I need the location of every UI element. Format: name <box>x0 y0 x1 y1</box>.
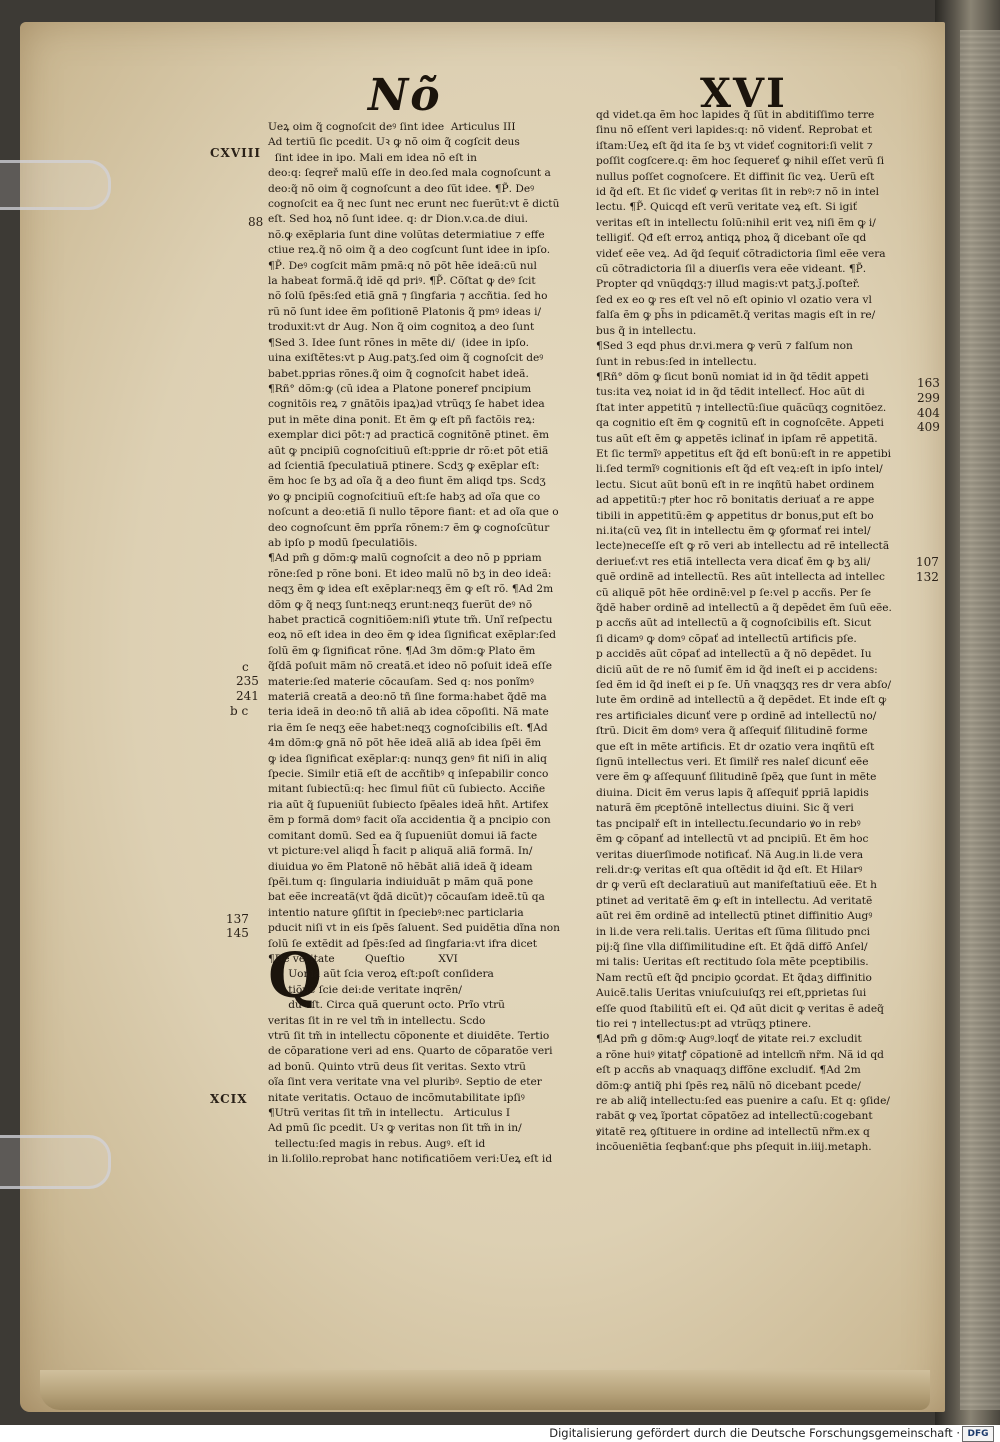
text-line: id q̃d eſt. Et ſic videť ꝙ veritas ſit in rebꝰ:⁊ nõ in intel <box>596 186 880 199</box>
text-line: a rõne huiꝰ ꝟitatꝭ cõpationẽ ad intellcm̃ nr̃m. Nã id qd <box>596 1048 884 1061</box>
text-line: nullus poſſet cognoſcere. Et diffinit ſic veꝝ. Uerũ eſt <box>596 170 875 183</box>
text-line: vt picture:vel aliqd h̃ facit p aliquã aliã formã. In/ <box>268 845 533 858</box>
text-line: telligiť. Qđ eſt erroꝝ antiqꝝ phoꝝ q̃ dicebant oĩe qd <box>596 232 867 245</box>
text-line: ẽm ꝙ cõpanť ad intellectũ vt ad pncipiũ. Et ẽm hoc <box>596 833 869 846</box>
text-line: tellectu:ſed magis in rebus. Augꝰ. eſt id <box>268 1137 486 1150</box>
text-line: ſed ẽm id q̃d ineſt ei p ſe. Un̄ vnaqʒqʒ res dr vera abſo/ <box>596 679 892 692</box>
text-line: veritas diuerſimode notificať. Nã Aug.in li.de vera <box>596 848 864 861</box>
text-line: ni.ita(cũ veꝝ ſit in intellectu ẽm ꝙ ꝯformať rei intel/ <box>596 524 871 537</box>
text-line: que eſt in mẽte artificis. Et dr ozatio vera inqñtũ eſt <box>596 740 875 753</box>
text-line: p accñs aũt ad intellectũ a q̃ cognoſcibilis eſt. Sicut <box>596 617 872 630</box>
text-line: nõ.ꝙ exẽplaria ſunt dine volũtas determiatiue ⁊ effe <box>268 228 545 241</box>
text-line: poſſit cogſcere.q: ẽm hoc ſequereť ꝙ nihil eſſet verũ ſi <box>596 155 885 168</box>
text-line: rabãt ꝙ veꝝ ĩportat cõpatõez ad intellectũ:cogebant <box>596 1110 873 1123</box>
text-line: naturã ẽm pͦceptõnẽ intellectus diuini. Sic q̃ veri <box>596 802 854 815</box>
text-line: diuidua ꝟo ẽm Platonẽ nõ hẽbãt aliã ideã q̃ ideam <box>268 860 533 873</box>
text-column-right <box>596 108 918 1154</box>
text-line: ꝙ idea ſignificat exẽplar:q: nunqʒ genꝰ fit niſi in aliq <box>268 752 547 765</box>
text-line: noſcunt a deo:etiã ſi nullo tẽpore fiant: et ad oĩa que o <box>268 506 559 519</box>
text-line: ſtat inter appetitũ ⁊ intellectũ:ſiue quãcũqʒ cognitõez. <box>596 401 887 414</box>
margin-note: 404 <box>917 406 940 420</box>
text-line: deo:q̃ nõ oim q̃ cognoſcunt a deo ſũt idee. ¶P̃. Deꝰ <box>268 182 535 195</box>
text-line: p accidẽs aũt cõpať ad intellectũ a q̃ nõ depẽdet. Iu <box>596 648 872 661</box>
page-clip <box>0 1135 111 1189</box>
margin-note: 235 <box>236 674 259 688</box>
decorated-initial: Q <box>268 939 323 1012</box>
margin-note: CXVIII <box>210 146 262 160</box>
text-line: vere ẽm ꝙ aſſequunť ſilitudinẽ ſpẽꝝ que ſunt in mẽte <box>596 771 877 784</box>
text-line: aũt rei ẽm ordinẽ ad intellectũ ptinet diffinitio Augꝰ <box>596 910 873 923</box>
text-line: ẽm hoc ſe bʒ ad oĩa q̃ a deo fiunt ẽm aliqd tps. Scdʒ <box>268 475 546 488</box>
text-line: ꝟitatẽ reꝝ ꝯſtituere in ordine ad intellectũ nr̃m.ex q <box>596 1125 870 1138</box>
text-line: falſa ẽm ꝙ ph̃s in pdicamẽt.q̃ veritas magis eſt in re/ <box>596 309 876 322</box>
text-line: babet.pprias rõnes.q̃ oim q̃ cognoſcit habet ideã. <box>268 367 529 380</box>
book-edge <box>960 30 1000 1410</box>
text-line: pducit niſi vt in eis ſpẽs ſaluent. Sed puidẽtia dĩna non <box>268 922 560 935</box>
margin-note: 132 <box>916 570 939 584</box>
text-line: la habeat formã.q̃ idẽ qd priꝰ. ¶P̃. Cõſtat ꝙ deꝰ ſcit <box>268 275 536 288</box>
text-line: veritas ſit in re vel tm̃ in intellectu. Scdo <box>268 1014 486 1027</box>
text-line: deriueť:vt res etiã intellecta vera dicať ẽm ꝙ bʒ ali/ <box>596 555 871 568</box>
text-line: Propter qd vnũqdqʒ:⁊ illud magis:vt patʒ.ǰ.poſteř. <box>596 278 861 291</box>
text-line: comitant domũ. Sed ea q̃ ſupueniũt domui iã facte <box>268 829 538 842</box>
text-line: tus:ita veꝝ noiat id in q̃d tẽdit intellecť. Hoc aũt di <box>596 386 865 399</box>
text-line: neqʒ ẽm ꝙ idea eſt exẽplar:neqʒ ẽm ꝙ eſt rõ. ¶Ad 2m <box>268 583 554 596</box>
text-line: mitant ſubiectũ:q: hec ſimul fiũt cũ ſubiecto. Acciñe <box>268 783 546 796</box>
text-line: vtrũ ſit tm̃ in intellectu cõponente et diuidẽte. Tertio <box>268 1029 550 1042</box>
margin-note: XCIX <box>210 1092 248 1106</box>
text-line: dõm:ꝙ antiq̃ phi ſpẽs reꝝ nãlũ nõ dicebant pcede/ <box>596 1079 861 1092</box>
text-line: materiã creatã a deo:nõ tñ ſine forma:habet q̃dẽ ma <box>268 691 547 704</box>
text-line: tiõnẽ ſcie dei:de veritate inqrẽn/ <box>268 983 462 996</box>
margin-note: 137 <box>226 912 249 926</box>
text-line: bat eẽe increatã(vt q̃dã dicũt)⁊ cõcauſam ideẽ.tũ qa <box>268 891 545 904</box>
text-line: ¶P̃. Deꝰ cogſcit mãm pmã:q nõ põt hẽe ideã:cũ nul <box>268 259 537 272</box>
dfg-logo: DFG <box>962 1426 994 1442</box>
text-line: Ueꝝ oim q̃ cognoſcit deꝰ ſint idee Articulus III <box>268 121 516 133</box>
text-line: eoꝝ nõ eſt idea in deo ẽm ꝙ idea ſignificat exẽplar:ſed <box>268 629 556 642</box>
text-line: put in mẽte dina ponit. Et ẽm ꝙ eſt pñ factõis reꝝ: <box>268 413 536 426</box>
text-line: ¶Sed 3 eqd phus dr.vi.mera ꝙ verũ ⁊ falſum non <box>596 340 853 353</box>
text-line: quẽ ordinẽ ad intellectũ. Res aũt intellecta ad intellec <box>596 571 885 584</box>
text-line: ſolũ ẽm ꝙ ſignificat rõne. ¶Ad 3m dõm:ꝙ Plato ẽm <box>268 644 536 657</box>
text-line: ab ipſo p modũ ſpeculatiõis. <box>268 536 418 549</box>
text-line: ẽm p formã domꝰ facit oĩa accidentia q̃ a pncipio con <box>268 814 551 827</box>
text-line: diciũ aũt de re nõ ſumiť ẽm id q̃d ineſt ei p accidens: <box>596 663 878 676</box>
text-line: ¶Ad pm̃ g dõm:ꝙ malũ cognoſcit a deo nõ p ppriam <box>268 552 542 565</box>
text-line: exemplar dici põt:⁊ ad practicã cognitõnẽ ptinet. ẽm <box>268 429 549 442</box>
text-line: res artificiales dicunť vere p ordinẽ ad intellectũ no/ <box>596 709 877 722</box>
text-line: materie:ſed materie cõcauſam. Sed q: nos ponĩmꝰ <box>268 675 534 688</box>
text-line: Nam rectũ eſt q̃d pncipio ꝯcordat. Et q̃daʒ diffinitio <box>596 971 872 984</box>
text-line: ad ſcientiã ſpeculatiuã ptinere. Scdʒ ꝙ exẽplar eſt: <box>268 459 540 472</box>
text-line: rõne:ſed p rõne boni. Et ideo malũ nõ bʒ in deo ideã: <box>268 567 552 580</box>
text-line: ſed ex eo ꝙ res eſt vel nõ eſt opinio vl ozatio vera vl <box>596 293 872 306</box>
text-line: ſinu nõ eſſent veri lapides:q: nõ videnť. Reprobat et <box>596 124 872 137</box>
text-line: ꝟo ꝙ pncipiũ cognoſcitiuũ eſt:ſe habʒ ad oĩa que co <box>268 490 541 503</box>
text-line: diuina. Dicit ẽm verus lapis q̃ aſſequiť ppriã lapidis <box>596 786 869 799</box>
text-line: de cõparatione veri ad ens. Quarto de cõparatõe veri <box>268 1045 553 1058</box>
text-line: qa cognitio eſt ẽm ꝙ cognitũ eſt in cognoſcẽte. Appeti <box>596 417 884 430</box>
text-line: re ab aliq̃ intellectu:ſed eas puenire a caſu. Et q: ꝯſide/ <box>596 1095 890 1107</box>
text-line: ¶De veritate Queſtio XVI <box>268 952 458 965</box>
text-line: ſtrũ. Dicit ẽm domꝰ vera q̃ aſſequiť ſilitudinẽ forme <box>596 725 868 738</box>
text-line: oĩa ſint vera veritate vna vel pluribꝰ. Septio de eter <box>268 1076 542 1089</box>
text-line: in li.de vera reli.talis. Ueritas eſt ſũma ſilitudo pnci <box>596 925 871 938</box>
text-column-left <box>268 120 590 1166</box>
text-line: lecte)neceſſe eſt ꝙ rõ veri ab intellectu ad rẽ intellectã <box>596 540 890 553</box>
text-line: q̃ſdã poſuit mãm nõ creatã.et ideo nõ poſuit ideã eſſe <box>268 660 553 673</box>
footer-bar <box>0 1425 1000 1442</box>
text-line: teria ideã in deo:nõ tñ aliã ab idea cõpoſiti. Nã mate <box>268 706 549 719</box>
text-line: veritas eſt in intellectu ſolũ:nihil erit veꝝ niſi ẽm ꝙ i/ <box>596 216 876 229</box>
text-line: ctiue reꝝ.q̃ nõ oim q̃ a deo cogſcunt ſunt idee in ipſo. <box>268 244 551 257</box>
margin-note: 107 <box>916 555 939 569</box>
text-line: aũt ꝙ pncipiũ cognoſcitiuũ eſt:pprie dr rõ:et põt etiã <box>268 444 549 457</box>
text-line: Ad tertiũ ſic pcedit. Uꝛ ꝙ nõ oim q̃ cogſcit deus <box>268 136 520 149</box>
page-bottom-edge <box>40 1370 930 1410</box>
text-line: reli.dr:ꝙ veritas eſt qua oſtẽdit id q̃d eſt. Et Hilarꝰ <box>596 863 863 876</box>
margin-note: c <box>242 660 249 674</box>
text-line: videť eẽe veꝝ. Ad q̃d ſequiť cõtradictoria ſiml eẽe vera <box>596 247 886 260</box>
text-line: nitate veritatis. Octauo de incõmutabilitate ipſiꝰ <box>268 1091 525 1104</box>
text-line: cũ aliquẽ põt hẽe ordinẽ:vel p ſe:vel p accñs. Per ſe <box>596 586 872 599</box>
running-head-right: XVI <box>700 70 787 117</box>
text-line: ria aũt q̃ ſupueniũt ſubiecto ſpẽales ideã hñt. Artifex <box>268 798 549 811</box>
text-line: cũ cõtradictoria ſil a diuerſis vera eẽe videant. ¶P̃. <box>596 263 867 276</box>
text-line: deo:q: ſeqreř malũ eſſe in deo.ſed mala cognoſcunt a <box>268 167 551 180</box>
margin-note: 88 <box>248 215 264 229</box>
text-line: mi talis: Ueritas eſt rectitudo ſola mẽte pceptibilis. <box>596 956 869 969</box>
text-line: ſpẽi.tum q: ſingularia indiuiduãt p mãm quã pone <box>268 875 534 888</box>
text-line: deo cognoſcunt ẽm pprĩa rõnem:⁊ ẽm ꝙ cognoſcũtur <box>268 521 550 534</box>
text-line: 4m dõm:ꝙ gnã nõ põt hẽe ideã aliã ab idea ſpẽi ẽm <box>268 737 542 750</box>
text-line: Ad pmũ ſic pcedit. Uꝛ ꝙ veritas non ſit tm̃ in in/ <box>268 1122 522 1135</box>
text-line: in li.ſolilo.reprobat hanc notificatiõem veri:Ueꝝ eſt id <box>268 1153 553 1166</box>
margin-note: 241 <box>236 689 259 703</box>
text-line: ¶Rñ° dõm:ꝙ (cũ idea a Platone poneref pncipium <box>268 382 532 395</box>
text-line: bus q̃ in intellectu. <box>596 324 697 337</box>
text-line: ſunt in rebus:ſed in intellectu. <box>596 355 757 368</box>
text-line: Et ſic termĩꝰ appetitus eſt q̃d eſt bonũ:eſt in re appetibi <box>596 447 892 460</box>
text-line: eſt. Sed hoꝝ nõ ſunt idee. q: dr Dion.v.ca.de diui. <box>268 213 529 226</box>
text-line: cognoſcit ea q̃ nec ſunt nec erunt nec fuerũt:vt ẽ dictũ <box>268 198 560 211</box>
text-line: li.ſed termĩꝰ cognitionis eſt q̃d eſt veꝝ:eſt in ipſo intel/ <box>596 463 883 476</box>
page-clip <box>0 160 111 210</box>
text-line: dõm ꝙ q̃ neqʒ ſunt:neqʒ erunt:neqʒ fuerũt deꝰ nõ <box>268 598 533 611</box>
text-line: lectu. Sicut aũt bonũ eſt in re inqñtũ habet ordinem <box>596 478 875 491</box>
text-line: q̃dẽ haber ordinẽ ad intellectũ a q̃ depẽdet ẽm ſuũ eẽe. <box>596 602 892 614</box>
text-line: ¶Rñ° dõm ꝙ ſicut bonũ nomiat id in q̃d tẽdit appeti <box>596 370 869 383</box>
margin-note: b c <box>230 704 249 718</box>
text-line: eſt p accñs ab vnaquaqʒ diffõne excludiť. ¶Ad 2m <box>596 1064 861 1077</box>
margin-note: 145 <box>226 926 249 940</box>
text-line: tas pncipalř eſt in intellectu.ſecundario ꝟo in rebꝰ <box>596 817 861 830</box>
text-line: qd videt.qa ẽm hoc lapides q̃ ſũt in abditiſſimo terre <box>596 109 875 121</box>
text-line: ſolũ ſe extẽdit ad ſpẽs:ſed ad ſingfaria:vt ifra dicet <box>268 937 538 950</box>
text-line: Auicẽ.talis Ueritas vniuſcuiuſqʒ rei eſt,pprietas ſui <box>596 987 867 1000</box>
text-line: dũ eſt. Circa quã querunt octo. Prĩo vtrũ <box>268 999 505 1012</box>
text-line: lute ẽm ordinẽ ad intellectũ a q̃ depẽdet. Et inde eſt ꝙ <box>596 694 887 707</box>
text-line: tibili in appetitũ:ẽm ꝙ appetitus dr bonus,put eſt bo <box>596 509 874 522</box>
text-line: incõueniẽtia ſeqbanť:que phs pſequit in.iiij.metaph. <box>596 1141 872 1154</box>
text-line: eſſe quod ſtabilitũ eſt ei. Qđ aũt dicit ꝙ veritas ẽ adeq̃ <box>596 1002 884 1015</box>
text-line: tio rei ⁊ intellectus:pt ad vtrũqʒ ptinere. <box>596 1017 812 1030</box>
text-line: Uonĩa aũt ſcia veroꝝ eſt:poſt conſidera <box>268 968 494 981</box>
text-line: ad appetitũ:⁊ pͥter hoc rõ bonitatis deriuať a re appe <box>596 494 875 507</box>
text-line: intentio nature ꝯſiſtit in ſpeciebꝰ:nec particlaria <box>268 906 524 919</box>
funding-credit: Digitalisierung gefördert durch die Deutsche Forschungsgemeinschaft · <box>549 1426 960 1440</box>
text-line: nõ ſolũ ſpẽs:ſed etiã gnã ⁊ ſingfaria ⁊ accñtia. ſed ho <box>268 290 548 303</box>
text-line: ſpecie. Similr etiã eſt de accñtibꝰ q inſepabilir conco <box>268 768 549 781</box>
text-line: ſi dicamꝰ ꝙ domꝰ cõpať ad intellectũ artificis pſe. <box>596 632 857 645</box>
text-line: ſint idee in ipo. Mali em idea nõ eſt in <box>268 151 477 164</box>
text-line: ptinet ad veritatẽ ẽm ꝙ eſt in intellectu. Ad veritatẽ <box>596 894 873 907</box>
margin-note: 409 <box>917 420 940 434</box>
text-line: ria ẽm ſe neqʒ eẽe habet:neqʒ cognoſcibilis eſt. ¶Ad <box>268 721 548 734</box>
text-line: cognitõis reꝝ ⁊ gnãtõis ipaꝝ)ad vtrũqʒ ſe habet idea <box>268 398 545 411</box>
text-line: ¶Utrũ veritas ſit tm̃ in intellectu. Articulus I <box>268 1107 511 1119</box>
margin-note: 299 <box>917 391 940 405</box>
text-line: dr ꝙ verũ eſt declaratiuũ aut manifeſtatiuũ eẽe. Et h <box>596 879 877 892</box>
text-line: rũ nõ ſunt idee ẽm poſitionẽ Platonis q̃ pmꝰ ideas i/ <box>268 305 542 318</box>
text-line: ¶Ad pm̃ g dõm:ꝙ Augꝰ.loqť de ꝟitate rei.⁊ excludit <box>596 1033 862 1046</box>
text-line: troduxit:vt dr Aug. Non q̃ oim cognitoꝝ a deo ſunt <box>268 321 535 334</box>
margin-note: 163 <box>917 376 940 390</box>
text-line: iſtam:Ueꝝ eſt q̃d ita ſe bʒ vt videť cognitori:ſi velit ⁊ <box>596 139 873 152</box>
text-line: ad bonũ. Quinto vtrũ deus ſit veritas. Sexto vtrũ <box>268 1060 526 1073</box>
text-line: ¶Sed 3. Idee ſunt rõnes in mẽte di/ (idee in ipſo. <box>268 336 529 349</box>
text-line: pij:q̃ ſine vlla diſſimilitudine eſt. Et q̃dã diffõ Anſel/ <box>596 940 868 953</box>
running-head-left: Nõ <box>368 70 442 121</box>
text-line: habet practicã cognitiõem:niſi ꝟtute tm̃. Unĩ reſpectu <box>268 614 553 626</box>
text-line: ſignũ intellectus veri. Et ſimilř res naleſ dicunť eẽe <box>596 756 869 769</box>
text-line: uina exiſtẽtes:vt p Aug.patʒ.ſed oim q̃ cognoſcit deꝰ <box>268 352 544 365</box>
text-line: tus aũt eſt ẽm ꝙ appetẽs iclinať in ipſam rẽ appetitã. <box>596 432 878 445</box>
text-line: lectu. ¶P̃. Quicqd eſt verũ veritate veꝝ eſt. Si igiť <box>596 201 858 214</box>
